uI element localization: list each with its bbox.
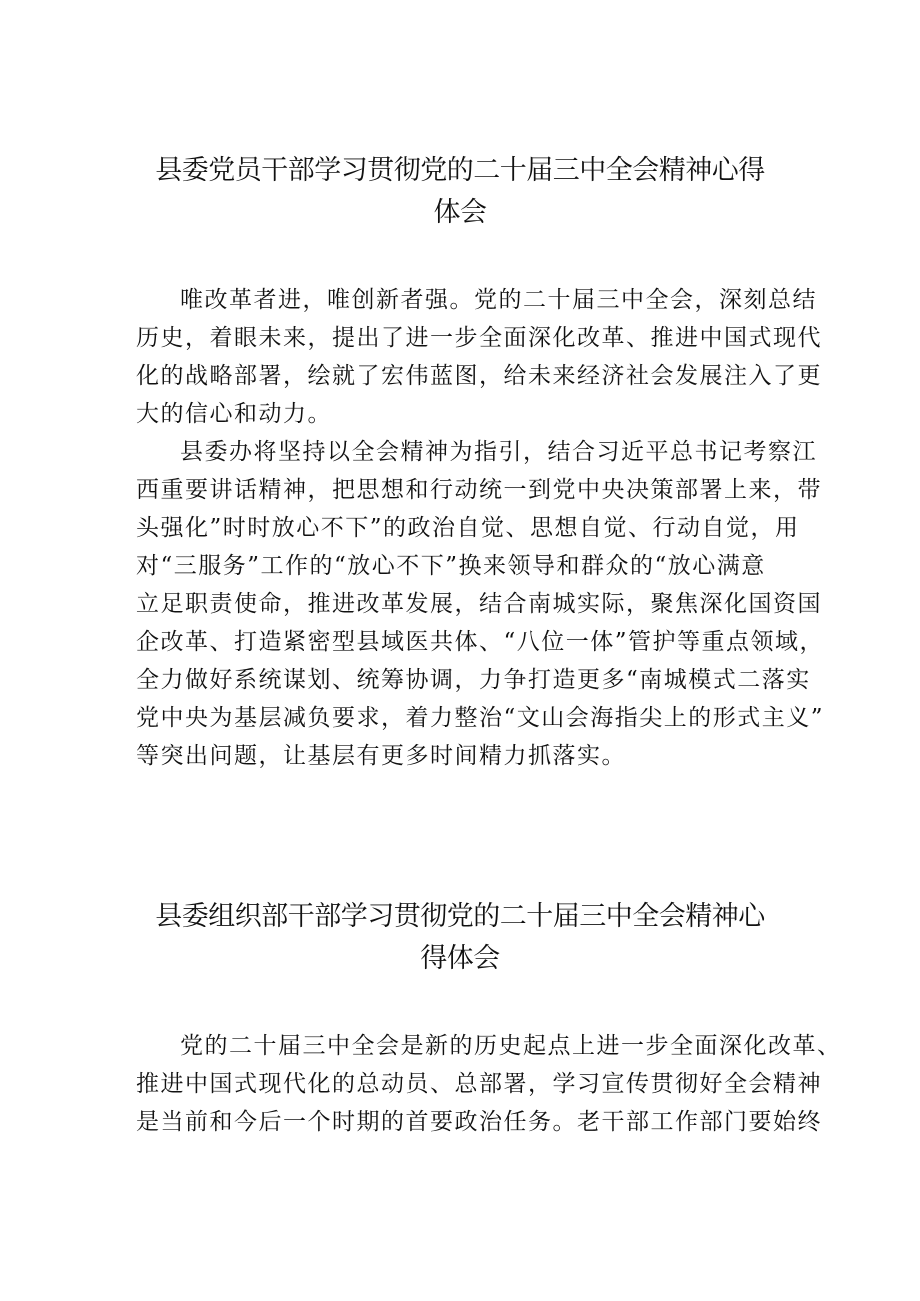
paragraph-line: 对“三服务”工作的“放心不下”换来领导和群众的“放心满意: [136, 553, 766, 579]
section1-title-line-2: 体会: [433, 197, 487, 228]
paragraph-line: 全力做好系统谋划、统筹协调，力争打造更多“南城模式二落实: [136, 667, 811, 693]
section2-title-line-2: 得体会: [420, 943, 500, 974]
section1-title: [120, 150, 800, 234]
paragraph-line: 推进中国式现代化的总动员、总部署，学习宣传贯彻好全会精神: [136, 1071, 822, 1097]
paragraph-line: 大的信心和动力。: [136, 401, 332, 427]
paragraph-line: 历史，着眼未来，提出了进一步全面深化改革、推进中国式现代: [136, 325, 822, 351]
paragraph-line: 党的二十届三中全会是新的历史起点上进一步全面深化改革、: [180, 1033, 842, 1059]
paragraph-line: 头强化”时时放心不下”的政治自觉、思想自觉、行动自觉，用: [136, 515, 800, 541]
paragraph-line: 唯改革者进，唯创新者强。党的二十届三中全会，深刻总结: [180, 287, 817, 313]
paragraph-line: 党中央为基层减负要求，着力整治“文山会海指尖上的形式主义”: [136, 705, 825, 731]
paragraph-line: 化的战略部署，绘就了宏伟蓝图，给未来经济社会发展注入了更: [136, 363, 822, 389]
section2-paragraph-1: [136, 1027, 842, 1141]
section1-paragraph-2: [136, 433, 825, 775]
section1-title-line-1: 县委党员干部学习贯彻党的二十届三中全会精神心得: [155, 155, 765, 186]
paragraph-line: 西重要讲话精神，把思想和行动统一到党中央决策部署上来，带: [136, 477, 822, 503]
paragraph-line: 县委办将坚持以全会精神为指引，结合习近平总书记考察江: [180, 439, 817, 465]
paragraph-line: 企改革、打造紧密型县域医共体、“八位一体”管护等重点领域，: [136, 629, 825, 655]
paragraph-line: 等突出问题，让基层有更多时间精力抓落实。: [136, 743, 626, 769]
section2-title-line-1: 县委组织部干部学习贯彻党的二十届三中全会精神心: [155, 901, 765, 932]
section2-title: [120, 896, 800, 980]
section1-paragraph-1: [136, 281, 822, 433]
paragraph-line: 是当前和今后一个时期的首要政治任务。老干部工作部门要始终: [136, 1109, 822, 1135]
paragraph-line: 立足职责使命，推进改革发展，结合南城实际，聚焦深化国资国: [136, 591, 822, 617]
